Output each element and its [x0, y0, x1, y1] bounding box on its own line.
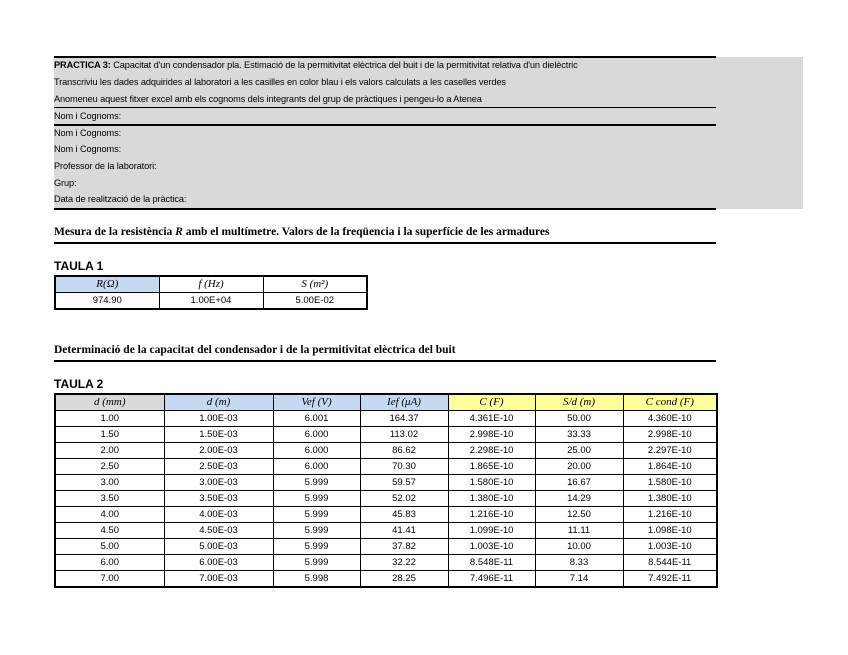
table1-label: TAULA 1 [54, 259, 104, 273]
table-row [55, 443, 717, 459]
table2-cell-ccond[interactable]: 2.998E-10 [623, 427, 717, 443]
table2-cell-ccond[interactable]: 2.297E-10 [623, 443, 717, 459]
table2-cell-vef[interactable]: 6.001 [273, 411, 360, 427]
table2-header-sd [535, 394, 623, 411]
table2-cell-c[interactable]: 7.496E-11 [448, 571, 535, 588]
table2-cell-ccond[interactable]: 1.864E-10 [623, 459, 717, 475]
section2-rule [54, 360, 716, 362]
table-row [55, 539, 717, 555]
table2-cell-vef[interactable]: 6.000 [273, 427, 360, 443]
practica-label: PRACTICA 3: [54, 60, 111, 70]
section2-title: Determinació de la capacitat del condensador i de la permitivitat elèctrica del buit [54, 344, 456, 356]
table2-body [55, 411, 717, 588]
table2-cell-vef[interactable]: 5.999 [273, 555, 360, 571]
table2-cell-dm[interactable]: 4.00E-03 [164, 507, 273, 523]
section1-title-part2: amb el multímetre. Valors de la freqüencia i la superfície de les armadures [182, 226, 550, 238]
table2-cell-dmm[interactable]: 3.00 [55, 475, 164, 491]
table2-cell-ief[interactable]: 45.83 [360, 507, 448, 523]
table2-cell-ccond[interactable]: 1.380E-10 [623, 491, 717, 507]
table2-header-dm-text: d (m) [206, 396, 231, 408]
table2-cell-sd[interactable]: 7.14 [535, 571, 623, 588]
table-row [55, 411, 717, 427]
table2-header-sd-text: S/d (m) [562, 396, 596, 408]
table2-cell-dm[interactable]: 2.00E-03 [164, 443, 273, 459]
table-row [55, 475, 717, 491]
table-row [55, 555, 717, 571]
section1-title-part1: Mesura de la resistència [54, 226, 176, 238]
table2-cell-ief[interactable]: 164.37 [360, 411, 448, 427]
table1-cell-r[interactable]: 974.90 [55, 293, 159, 310]
table2-cell-sd[interactable]: 10.00 [535, 539, 623, 555]
table2-cell-ccond[interactable]: 1.580E-10 [623, 475, 717, 491]
table2-cell-vef[interactable]: 5.999 [273, 491, 360, 507]
field-name-3[interactable]: Nom i Cognoms: [54, 144, 122, 154]
table2-cell-ccond[interactable]: 1.098E-10 [623, 523, 717, 539]
table2-cell-dm[interactable]: 4.50E-03 [164, 523, 273, 539]
field-professor[interactable]: Professor de la laboratori: [54, 161, 157, 171]
table2-cell-dmm[interactable]: 2.50 [55, 459, 164, 475]
table2-cell-c[interactable]: 1.099E-10 [448, 523, 535, 539]
instruction-2: Anomeneu aquest fitxer excel amb els cognoms dels integrants del grup de pràctiques i pengeu-lo a Atenea [54, 94, 482, 104]
table2-cell-dmm[interactable]: 1.50 [55, 427, 164, 443]
table2-cell-sd[interactable]: 25.00 [535, 443, 623, 459]
table2-label: TAULA 2 [54, 377, 104, 391]
table2-cell-sd[interactable]: 33.33 [535, 427, 623, 443]
table2-cell-dmm[interactable]: 7.00 [55, 571, 164, 588]
table2-cell-ccond[interactable]: 4.360E-10 [623, 411, 717, 427]
table2-cell-dm[interactable]: 5.00E-03 [164, 539, 273, 555]
table2-cell-vef[interactable]: 5.999 [273, 539, 360, 555]
table2-cell-sd[interactable]: 11.11 [535, 523, 623, 539]
table2-header-vef-text: Vef (V) [301, 396, 332, 408]
table1-cell-f[interactable]: 1.00E+04 [159, 293, 263, 310]
table1-header-s [263, 276, 367, 293]
section1-title [54, 226, 550, 238]
table2-header-c-text: C (F) [479, 396, 504, 408]
table2-cell-vef[interactable]: 6.000 [273, 459, 360, 475]
header-bottom-rule [54, 208, 716, 210]
table2-cell-c[interactable]: 2.998E-10 [448, 427, 535, 443]
section1-title-var: R [175, 226, 183, 238]
table2-cell-dm[interactable]: 7.00E-03 [164, 571, 273, 588]
table2 [54, 393, 718, 588]
table2-cell-dmm[interactable]: 1.00 [55, 411, 164, 427]
table2-cell-ief[interactable]: 52.02 [360, 491, 448, 507]
table2-cell-ief[interactable]: 32.22 [360, 555, 448, 571]
practica-title: Capacitat d'un condensador pla. Estimació de la permitivitat elèctrica del buit i de la permitivitat relativa d'un dielèctric [110, 60, 578, 70]
table2-header-ief [360, 394, 448, 411]
table-row [55, 427, 717, 443]
table2-cell-vef[interactable]: 5.999 [273, 507, 360, 523]
field-name-2[interactable]: Nom i Cognoms: [54, 128, 122, 138]
field-date[interactable]: Data de realització de la pràctica: [54, 194, 187, 204]
table2-cell-ccond[interactable]: 8.544E-11 [623, 555, 717, 571]
table2-cell-ccond[interactable]: 7.492E-11 [623, 571, 717, 588]
table2-cell-c[interactable]: 1.865E-10 [448, 459, 535, 475]
table2-cell-sd[interactable]: 20.00 [535, 459, 623, 475]
table2-cell-dmm[interactable]: 3.50 [55, 491, 164, 507]
table2-cell-ief[interactable]: 70.30 [360, 459, 448, 475]
table1-row [55, 293, 367, 310]
table2-cell-ccond[interactable]: 1.216E-10 [623, 507, 717, 523]
table1-header-f [159, 276, 263, 293]
section1-rule [54, 242, 716, 244]
table2-cell-vef[interactable]: 5.999 [273, 475, 360, 491]
table2-header-ief-text: Ief (μA) [387, 396, 421, 408]
table2-cell-dm[interactable]: 3.50E-03 [164, 491, 273, 507]
table2-cell-vef[interactable]: 5.999 [273, 523, 360, 539]
field-group[interactable]: Grup: [54, 178, 77, 188]
table2-cell-c[interactable]: 1.216E-10 [448, 507, 535, 523]
table2-cell-sd[interactable]: 16.67 [535, 475, 623, 491]
table2-cell-dm[interactable]: 2.50E-03 [164, 459, 273, 475]
table2-cell-c[interactable]: 1.003E-10 [448, 539, 535, 555]
table2-cell-c[interactable]: 4.361E-10 [448, 411, 535, 427]
table2-header-dmm-text: d (mm) [94, 396, 126, 408]
table2-cell-c[interactable]: 8.548E-11 [448, 555, 535, 571]
table1-cell-s[interactable]: 5.00E-02 [263, 293, 367, 310]
table2-cell-dmm[interactable]: 2.00 [55, 443, 164, 459]
table2-cell-dm[interactable]: 1.00E-03 [164, 411, 273, 427]
table2-cell-dm[interactable]: 3.00E-03 [164, 475, 273, 491]
table-row [55, 459, 717, 475]
table2-cell-dmm[interactable]: 4.50 [55, 523, 164, 539]
table2-header-dmm [55, 394, 164, 411]
table2-cell-ief[interactable]: 113.02 [360, 427, 448, 443]
table1-header-row [55, 276, 367, 293]
practica-title-row [54, 57, 716, 74]
field-name-1[interactable]: Nom i Cognoms: [54, 111, 122, 121]
table2-cell-ief[interactable]: 86.62 [360, 443, 448, 459]
table2-header-vef [273, 394, 360, 411]
table2-header-row [55, 394, 717, 411]
table2-cell-ief[interactable]: 37.82 [360, 539, 448, 555]
table2-cell-c[interactable]: 2.298E-10 [448, 443, 535, 459]
table-row [55, 523, 717, 539]
table2-cell-ccond[interactable]: 1.003E-10 [623, 539, 717, 555]
table2-cell-dm[interactable]: 1.50E-03 [164, 427, 273, 443]
table1-header-r-text: R(Ω) [96, 278, 119, 290]
table2-cell-sd[interactable]: 50.00 [535, 411, 623, 427]
table2-header-ccond [623, 394, 717, 411]
table2-cell-ief[interactable]: 28.25 [360, 571, 448, 588]
instruction-1: Transcriviu les dades adquirides al laboratori a les casilles en color blau i els valors calculats a les caselles verdes [54, 77, 506, 87]
table1-header-r [55, 276, 159, 293]
table-row [55, 571, 717, 588]
table2-cell-sd[interactable]: 8.33 [535, 555, 623, 571]
table2-cell-sd[interactable]: 12.50 [535, 507, 623, 523]
table-row [55, 507, 717, 523]
table2-header-dm [164, 394, 273, 411]
table2-cell-c[interactable]: 1.580E-10 [448, 475, 535, 491]
table2-cell-ief[interactable]: 41.41 [360, 523, 448, 539]
table1 [54, 275, 368, 310]
table2-header-c [448, 394, 535, 411]
table2-cell-dmm[interactable]: 6.00 [55, 555, 164, 571]
table2-cell-sd[interactable]: 14.29 [535, 491, 623, 507]
table2-cell-dmm[interactable]: 4.00 [55, 507, 164, 523]
table2-cell-c[interactable]: 1.380E-10 [448, 491, 535, 507]
table2-cell-ief[interactable]: 59.57 [360, 475, 448, 491]
table1-header-s-text: S (m²) [301, 278, 329, 290]
table2-cell-dm[interactable]: 6.00E-03 [164, 555, 273, 571]
table2-cell-dmm[interactable]: 5.00 [55, 539, 164, 555]
table2-header-ccond-text: C cond (F) [645, 396, 694, 408]
table1-header-f-text: f (Hz) [198, 278, 224, 290]
table-row [55, 491, 717, 507]
table2-cell-vef[interactable]: 6.000 [273, 443, 360, 459]
table2-cell-vef[interactable]: 5.998 [273, 571, 360, 588]
